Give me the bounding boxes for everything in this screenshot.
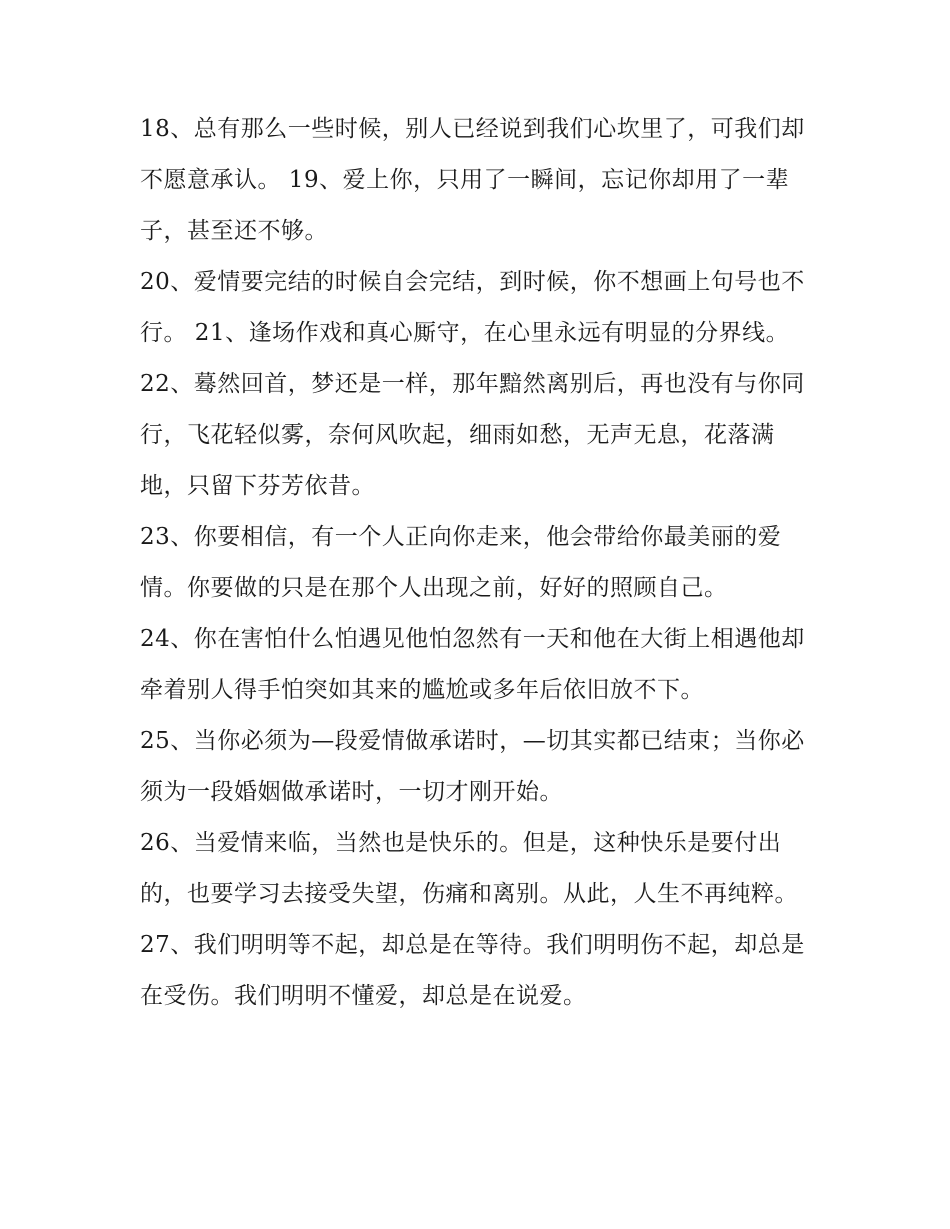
quote-paragraph-27: 27、我们明明等不起，却总是在等待。我们明明伤不起，却总是在受伤。我们明明不懂爱，却总是在说爱。 [140, 932, 805, 1009]
quote-paragraph-22: 22、蓦然回首，梦还是一样，那年黯然离别后，再也没有与你同行，飞花轻似雾，奈何风吹起，细雨如愁，无声无息，花落满地，只留下芬芳依昔。 [140, 371, 805, 499]
quote-paragraph-23: 23、你要相信，有一个人正向你走来，他会带给你最美丽的爱情。你要做的只是在那个人出现之前，好好的照顾自己。 [140, 524, 782, 601]
quote-paragraph-18-19: 18、总有那么一些时候，别人已经说到我们心坎里了，可我们却不愿意承认。 19、爱上你，只用了一瞬间，忘记你却用了一辈子，甚至还不够。 [140, 116, 805, 244]
quote-paragraph-24: 24、你在害怕什么怕遇见他怕忽然有一天和他在大街上相遇他却牵着别人得手怕突如其来的尴尬或多年后依旧放不下。 [140, 626, 805, 703]
document-body [140, 104, 815, 1022]
quote-paragraph-20-21: 20、爱情要完结的时候自会完结，到时候，你不想画上句号也不行。 21、逢场作戏和真心厮守，在心里永远有明显的分界线。 [140, 269, 805, 346]
quote-paragraph-26: 26、当爱情来临，当然也是快乐的。但是，这种快乐是要付出的，也要学习去接受失望，伤痛和离别。从此，人生不再纯粹。 [140, 830, 798, 907]
quote-paragraph-25: 25、当你必须为—段爱情做承诺时，—切其实都已结束；当你必须为一段婚姻做承诺时，一切才刚开始。 [140, 728, 805, 805]
